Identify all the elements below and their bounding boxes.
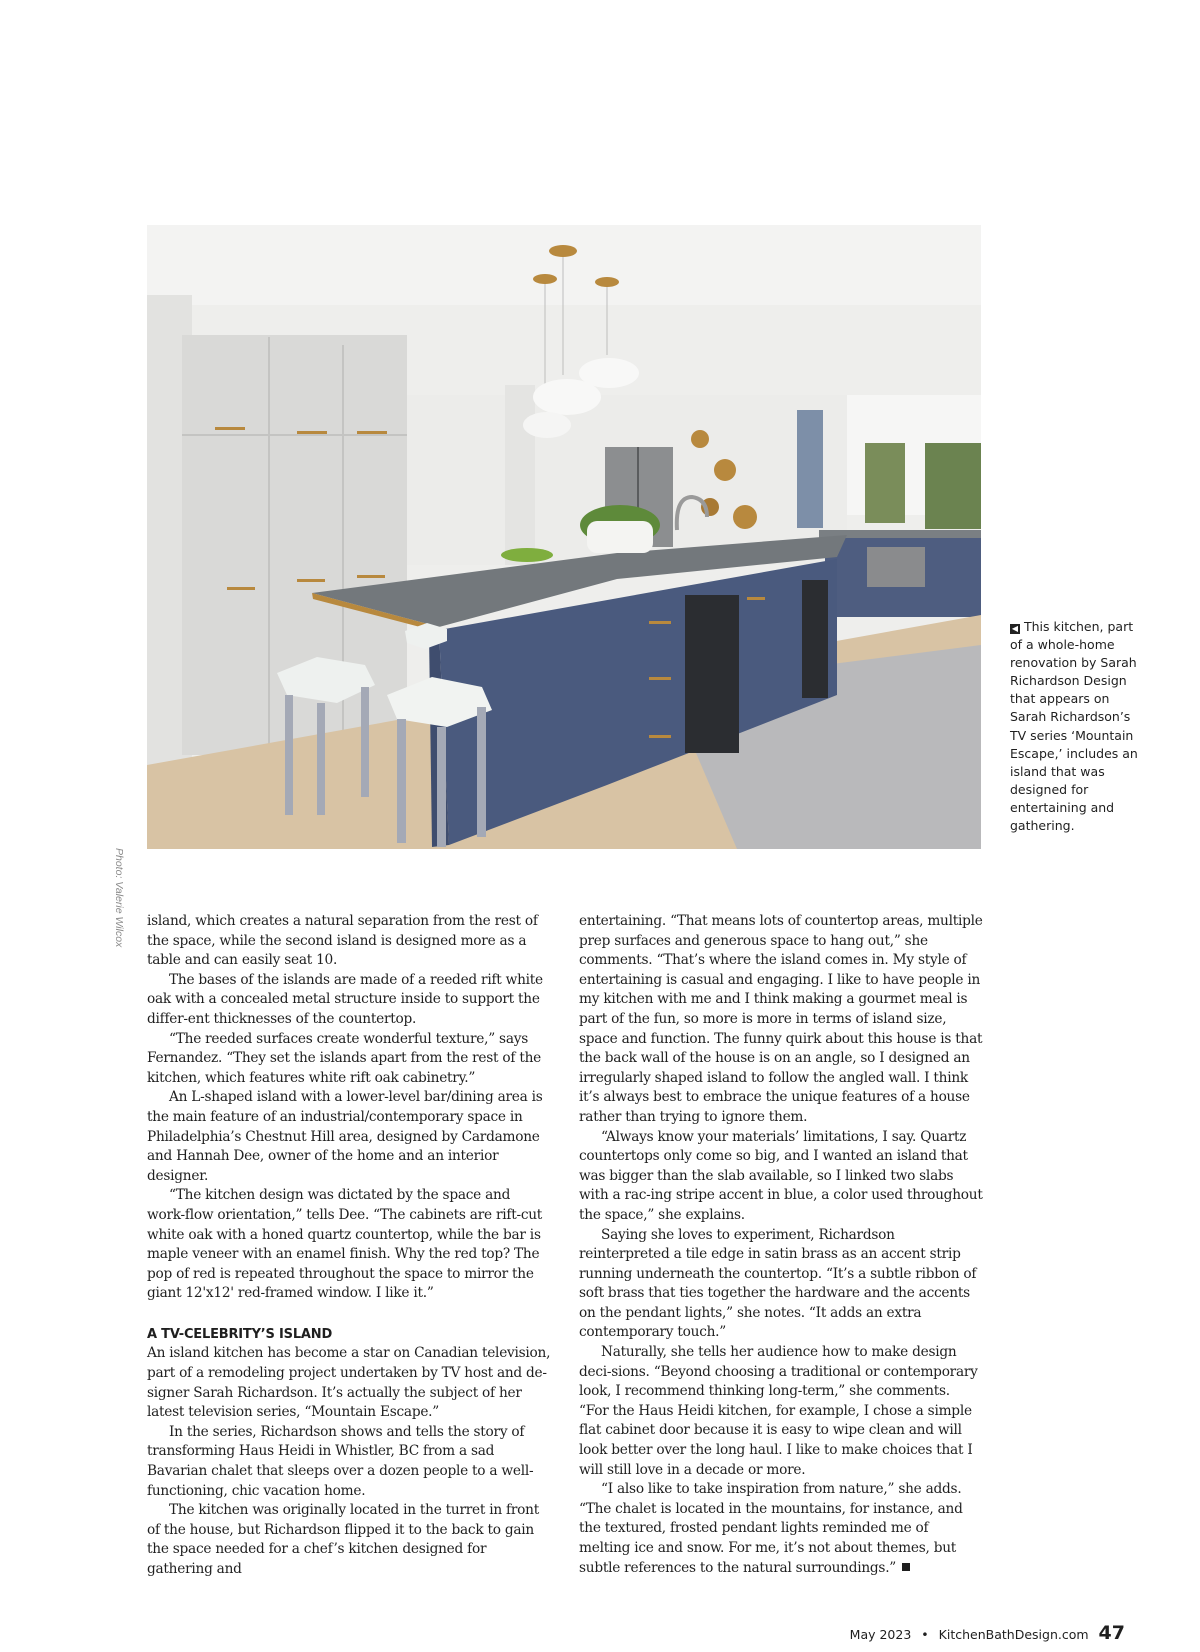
footer-site: KitchenBathDesign.com: [938, 1627, 1089, 1642]
paragraph: “The kitchen design was dictated by the space and work-flow orientation,” tells Dee. “The cabinets are rift-cut white oak with a honed quartz countertop, while the bar is maple veneer with an enamel finish. Why the red top? The pop of red is repeated throughout the space to mirror the giant 12'x12' red-framed window. I like it.”: [147, 1187, 543, 1302]
paragraph: The bases of the islands are made of a reeded rift white oak with a concealed metal structure inside to support the differ-ent thicknesses of the countertop.: [147, 971, 543, 1027]
paragraph: “Always know your materials’ limitations, I say. Quartz countertops only come so big, and I wanted an island that was bigger than the slab available, so I linked two slabs with a rac-ing stripe accent in blue, a color used throughout the space,” she explains.: [579, 1128, 983, 1223]
paragraph: entertaining. “That means lots of countertop areas, multiple prep surfaces and generous space to hang out,” she comments. “That’s where the island comes in. My style of entertaining is casual and engaging. I like to have people in my kitchen with me and I think making a gourmet meal is part of the fun, so more is more in terms of island size, space and function. The funny quirk about this house is that the back wall of the house is on an angle, so I designed an irregularly shaped island to follow the angled wall. I think it’s always best to embrace the unique features of a house rather than trying to ignore them.: [579, 913, 983, 1125]
photo-credit: Photo: Valerie Wilcox: [113, 848, 125, 948]
page-number: 47: [1098, 1622, 1125, 1644]
kitchen-photo: [147, 225, 981, 849]
paragraph-final: [579, 1480, 983, 1578]
paragraph: An L-shaped island with a lower-level bar/dining area is the main feature of an industrial/contemporary space in Philadelphia’s Chestnut Hill area, designed by Cardamone and Hannah Dee, owner of the home and an interior designer.: [147, 1089, 543, 1184]
footer-separator: •: [921, 1627, 929, 1642]
arrow-left-icon: ◀: [1011, 624, 1019, 633]
page-footer: [850, 1622, 1125, 1652]
footer-issue: May 2023: [849, 1627, 912, 1642]
photo-caption: [1010, 618, 1140, 835]
paragraph-final-text: “I also like to take inspiration from nature,” she adds. “The chalet is located in the mountains, for instance, and the textured, frosted pendant lights reminded me of melting ice and snow. For me, it’s not about themes, but subtle references to the natural surroundings.”: [579, 1481, 963, 1576]
article-column-right: [579, 912, 983, 1578]
kitchen-photo-illustration: [147, 225, 981, 849]
end-mark-icon: [902, 1563, 910, 1571]
caption-text: This kitchen, part of a whole-home renovation by Sarah Richardson Design that appears on Sarah Richardson’s TV series ‘Mountain Escape,’ includes an island that was designed for entertaining and gathering.: [1010, 619, 1138, 834]
paragraph: Saying she loves to experiment, Richardson reinterpreted a tile edge in satin brass as an accent strip running underneath the countertop. “It’s a subtle ribbon of soft brass that ties together the hardware and the accents on the pendant lights,” she notes. “It adds an extra contemporary touch.”: [579, 1226, 977, 1341]
paragraph: island, which creates a natural separation from the rest of the space, while the second island is designed more as a table and can easily seat 10.: [147, 913, 538, 969]
section-subhead: A TV-CELEBRITY’S ISLAND: [147, 1326, 333, 1342]
paragraph: An island kitchen has become a star on Canadian television, part of a remodeling project undertaken by TV host and de-signer Sarah Richardson. It’s actually the subject of her latest television series, “Mountain Escape.”: [147, 1345, 551, 1421]
paragraph: “The reeded surfaces create wonderful texture,” says Fernandez. “They set the islands apart from the rest of the kitchen, which features white rift oak cabinetry.”: [147, 1030, 541, 1086]
paragraph: In the series, Richardson shows and tells the story of transforming Haus Heidi in Whistler, BC from a sad Bavarian chalet that sleeps over a dozen people to a well-functioning, chic vacation home.: [147, 1423, 534, 1499]
paragraph: The kitchen was originally located in the turret in front of the house, but Richardson flipped it to the back to gain the space needed for a chef’s kitchen designed for gathering and: [147, 1502, 539, 1577]
article-column-left: [147, 912, 551, 1580]
paragraph: Naturally, she tells her audience how to make design deci-sions. “Beyond choosing a traditional or contemporary look, I recommend thinking long-term,” she comments. “For the Haus Heidi kitchen, for example, I chose a simple flat cabinet door because it is easy to wipe clean and will look better over the long haul. I like to make choices that I will still love in a decade or more.: [579, 1344, 978, 1478]
